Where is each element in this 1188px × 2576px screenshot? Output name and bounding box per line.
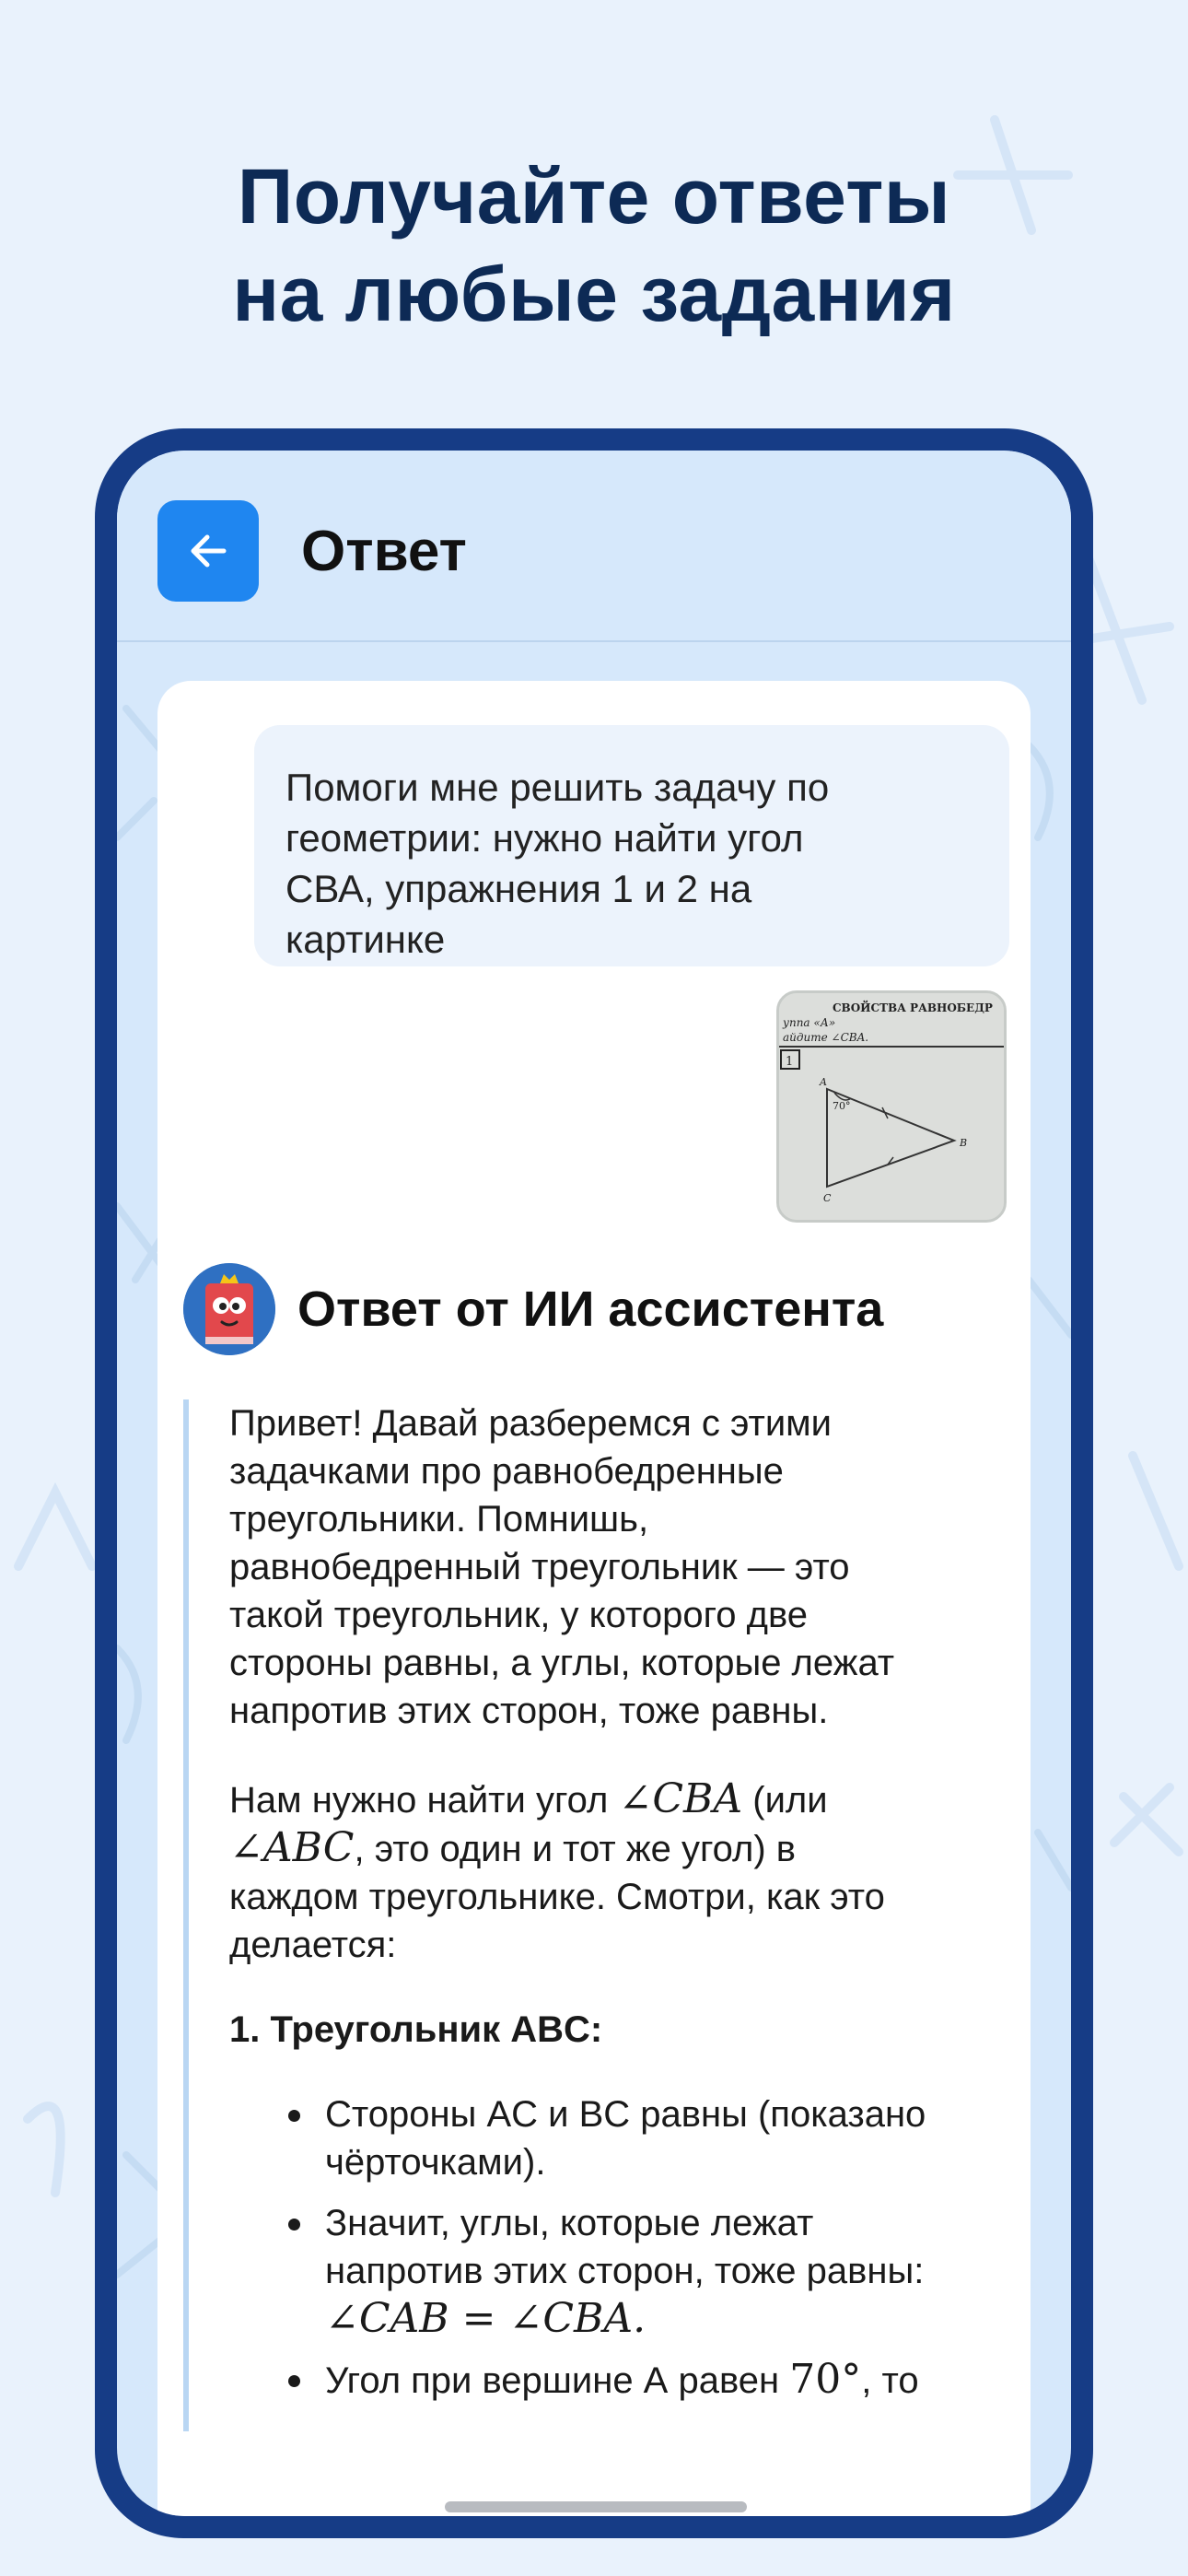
attachment-line-1: уппа «А» — [783, 1016, 836, 1029]
vertex-c-label: C — [823, 1192, 832, 1204]
user-message-line: геометрии: нужно найти угол — [285, 816, 804, 860]
bullet-list — [229, 2090, 1003, 2405]
answer-line: равнобедренный треугольник — это — [229, 1547, 850, 1587]
answer-line: напротив этих сторон, тоже равны. — [229, 1691, 829, 1731]
assistant-header — [183, 1263, 1012, 1355]
answer-line: чёрточками). — [325, 2142, 546, 2183]
answer-paragraph-2 — [229, 1775, 1003, 1969]
answer-line: такой треугольник, у которого две — [229, 1595, 809, 1635]
list-item — [229, 2090, 1003, 2186]
user-message-line: СВА, упражнения 1 и 2 на — [285, 867, 752, 910]
assistant-answer — [183, 1399, 1003, 2431]
answer-paragraph-1 — [229, 1399, 1003, 1735]
math-angle-abc: ∠ABC — [229, 1824, 355, 1871]
math-angle-cba: ∠CBA — [618, 1775, 743, 1822]
answer-text: , то — [861, 2360, 919, 2401]
home-indicator[interactable] — [445, 2501, 747, 2512]
arrow-left-icon — [185, 528, 231, 574]
answer-line: делается: — [229, 1925, 397, 1965]
answer-line — [325, 2356, 1003, 2405]
attachment-line-2: айдите ∠CBA. — [783, 1031, 869, 1044]
attachment-number: 1 — [786, 1055, 794, 1069]
headline-line-1: Получайте ответы — [237, 153, 951, 240]
headline-line-2: на любые задания — [232, 251, 956, 337]
answer-text: Нам нужно найти угол — [229, 1780, 619, 1821]
bullet-dot — [288, 2375, 300, 2387]
headline — [0, 147, 1188, 343]
answer-text: (или — [742, 1780, 828, 1821]
attachment-thumbnail[interactable] — [776, 990, 1007, 1223]
list-item — [229, 2356, 1003, 2405]
vertex-b-label: B — [960, 1137, 968, 1149]
answer-line: каждом треугольнике. Смотри, как это — [229, 1877, 885, 1917]
section-title-triangle-abc: 1. Треугольник ABC: — [229, 2009, 603, 2050]
textbook-photo — [779, 993, 1004, 1220]
phone-screen — [117, 451, 1071, 2516]
phone-frame — [95, 428, 1093, 2538]
app-bar — [117, 451, 1071, 642]
answer-text: , это один и тот же угол) в — [354, 1829, 797, 1869]
answer-line — [229, 1775, 1003, 1824]
answer-line: Значит, углы, которые лежат — [325, 2203, 814, 2243]
user-message-line: картинке — [285, 918, 446, 961]
back-button[interactable] — [157, 500, 259, 602]
user-message-bubble — [254, 725, 1009, 966]
assistant-title: Ответ от ИИ ассистента — [297, 1282, 884, 1337]
answer-line: треугольники. Помнишь, — [229, 1499, 649, 1540]
answer-line: Стороны AC и BC равны (показано — [325, 2094, 926, 2135]
vertex-a-label: A — [820, 1076, 827, 1088]
bullet-dot — [288, 2219, 300, 2231]
book-mascot-icon — [183, 1263, 275, 1355]
attachment-header: СВОЙСТВА РАВНОБЕДР — [833, 1001, 993, 1014]
math-angle-70: 70° — [789, 2356, 862, 2403]
angle-label: 70° — [833, 1100, 851, 1112]
list-item — [229, 2199, 1003, 2343]
answer-line: Привет! Давай разберемся с этими — [229, 1403, 833, 1444]
bullet-dot — [288, 2110, 300, 2122]
answer-text: Угол при вершине А равен — [325, 2360, 790, 2401]
math-angle-equality: ∠CAB = ∠CBA. — [325, 2295, 646, 2342]
answer-line — [229, 1824, 1003, 1873]
answer-line: стороны равны, а углы, которые лежат — [229, 1643, 895, 1683]
page-title: Ответ — [301, 520, 467, 583]
user-message-line: Помоги мне решить задачу по — [285, 766, 830, 809]
answer-line: задачками про равнобедренные — [229, 1451, 784, 1492]
answer-line: напротив этих сторон, тоже равны: — [325, 2251, 925, 2291]
chat-card — [157, 681, 1031, 2516]
